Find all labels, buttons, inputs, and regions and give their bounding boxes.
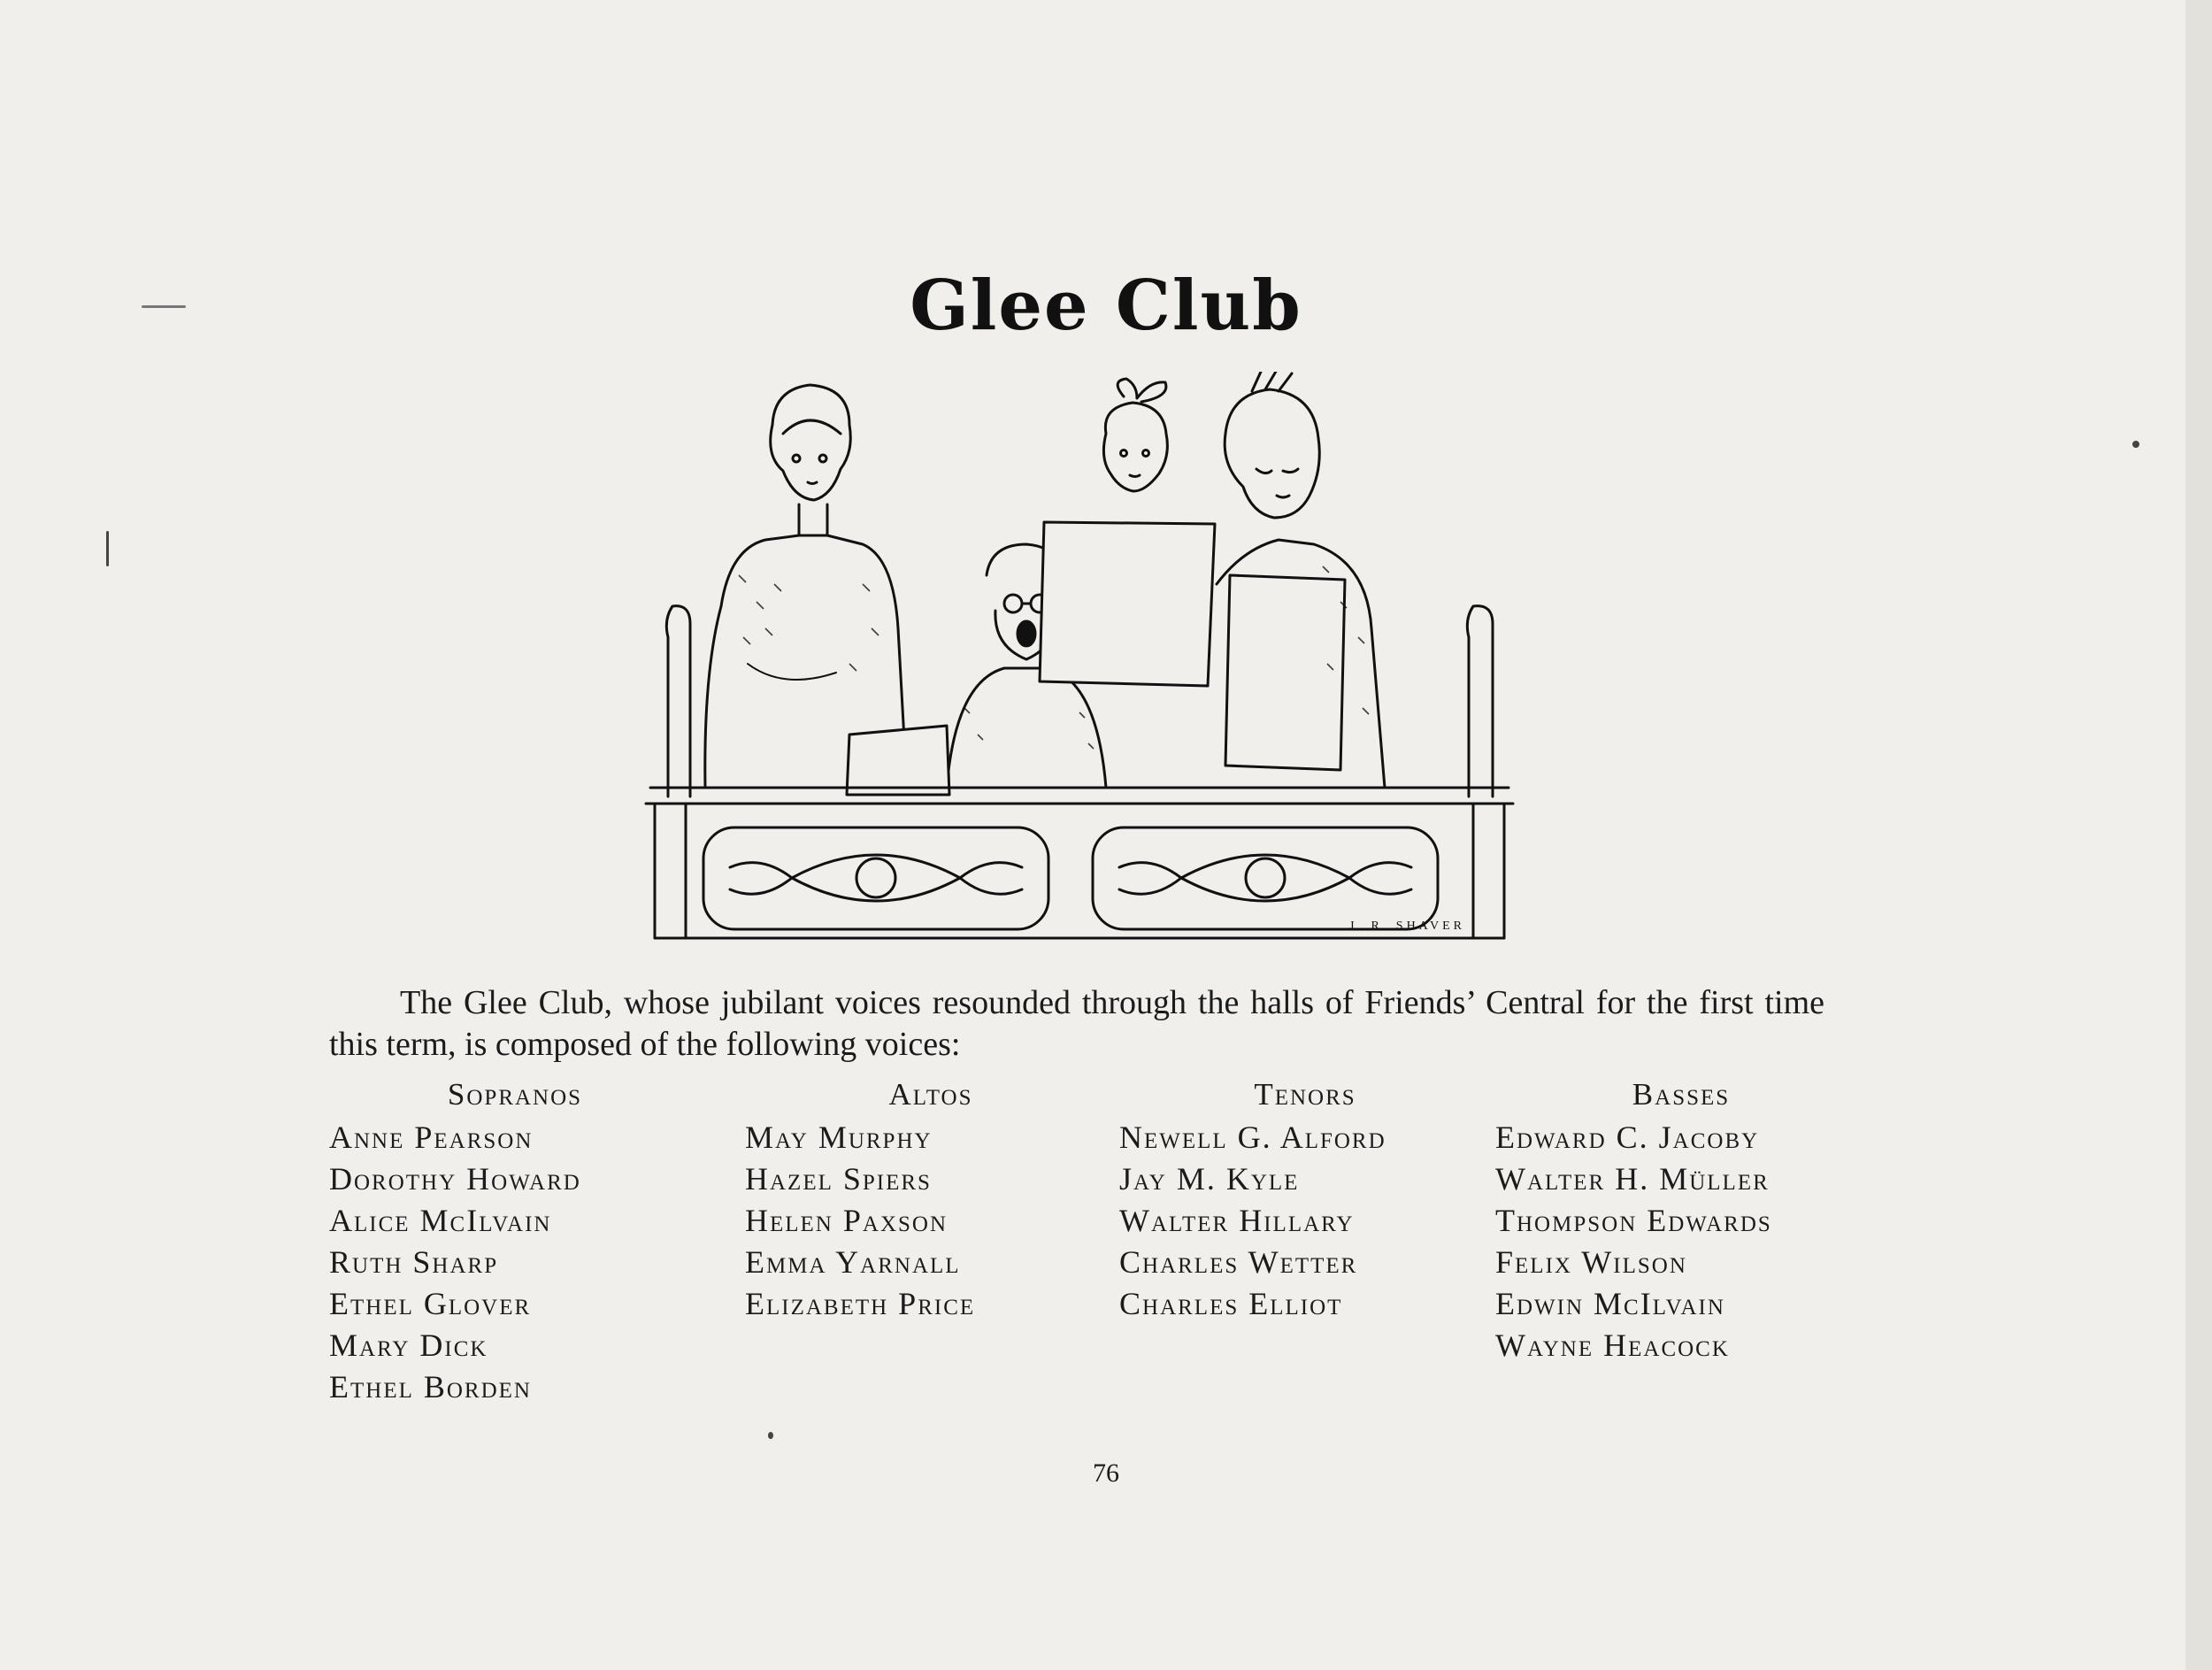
member-name: Charles Elliot [1119, 1286, 1343, 1321]
intro-paragraph [329, 982, 1824, 1066]
section-heading: Basses [1632, 1077, 1731, 1112]
member-name: Walter H. Müller [1495, 1161, 1770, 1197]
member-name: Jay M. Kyle [1119, 1161, 1300, 1197]
member-name: Anne Pearson [329, 1120, 534, 1155]
member-name: Edward C. Jacoby [1495, 1120, 1760, 1155]
member-name: Newell G. Alford [1119, 1120, 1386, 1155]
member-name: Edwin McIlvain [1495, 1286, 1725, 1321]
member-name: Walter Hillary [1119, 1203, 1355, 1238]
artist-signature: J. R. SHAVER [1349, 920, 1465, 933]
member-name: Elizabeth Price [745, 1286, 976, 1321]
member-name: Wayne Heacock [1495, 1328, 1730, 1363]
section-tenors [1119, 1074, 1491, 1325]
page-number: 76 [1093, 1458, 1119, 1488]
member-name: Ethel Borden [329, 1369, 532, 1404]
ink-speck [2132, 441, 2139, 448]
section-basses [1495, 1074, 1867, 1366]
member-name: Ethel Glover [329, 1286, 532, 1321]
member-name: Charles Wetter [1119, 1244, 1358, 1280]
page-edge [2185, 0, 2212, 1670]
section-heading: Altos [888, 1077, 973, 1112]
member-name: Helen Paxson [745, 1203, 949, 1238]
member-name: Alice McIlvain [329, 1203, 552, 1238]
member-name: May Murphy [745, 1120, 933, 1155]
page-title: Glee Club [910, 266, 1302, 346]
member-name: Thompson Edwards [1495, 1203, 1772, 1238]
ink-speck [768, 1432, 773, 1439]
section-altos [745, 1074, 1117, 1325]
section-sopranos [329, 1074, 701, 1408]
section-heading: Sopranos [447, 1077, 583, 1112]
member-name: Ruth Sharp [329, 1244, 499, 1280]
intro-text: The Glee Club, whose jubilant voices resounded through the halls of Friends’ Central for the first time this term, is composed of the following voices: [329, 984, 1824, 1063]
member-name: Felix Wilson [1495, 1244, 1687, 1280]
ink-speck [106, 531, 109, 566]
glee-club-illustration [641, 372, 1517, 947]
section-heading: Tenors [1254, 1077, 1356, 1112]
member-name: Emma Yarnall [745, 1244, 961, 1280]
member-name: Dorothy Howard [329, 1161, 581, 1197]
member-name: Hazel Spiers [745, 1161, 932, 1197]
member-name: Mary Dick [329, 1328, 488, 1363]
